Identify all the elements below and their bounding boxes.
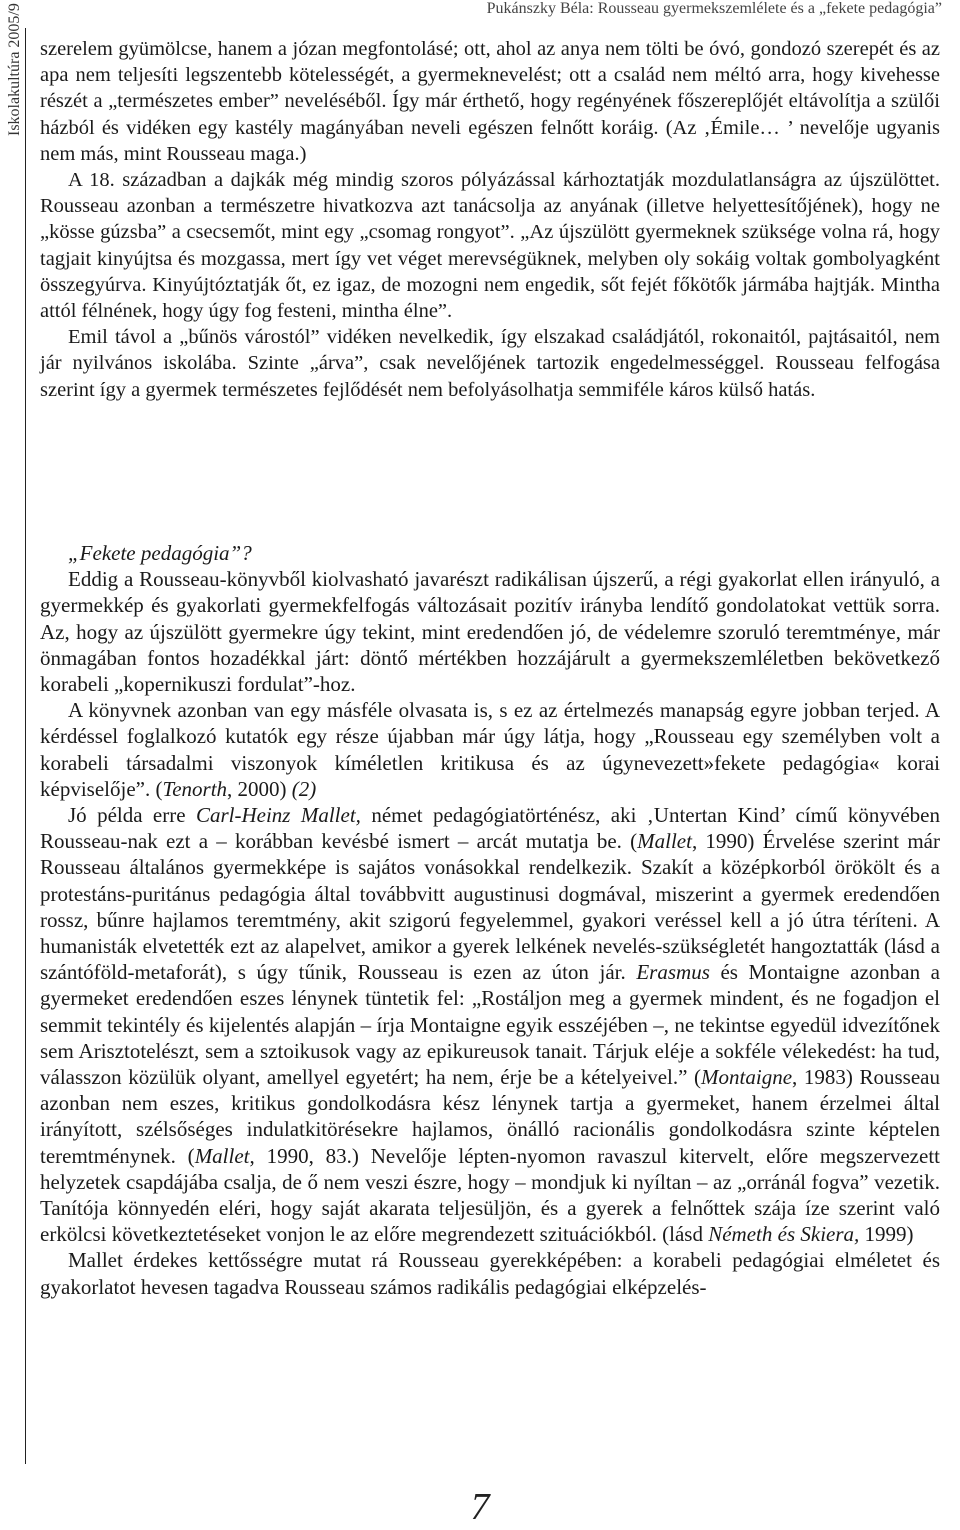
paragraph: A 18. században a dajkák még mindig szoros pólyázással kárhoztatják mozdulatlanságra az újszülöttet. Rousseau azonban a természetre hivatkozva azt tanácsolja az anyának (illetve helyettesítőjének), hogy ne „kösse gúzsba” a csecsemőt, mint egy „csomag rongyot”. „Az újszülött gyermeknek szüksége volna rá, hogy tagjait kinyújtsa és mozgassa, mert így vet véget merevségüknek, melyben oly sokáig voltak gombolyagként összegyúrva. Kinyújtóztatják őt, ez igaz, de mozogni nem engedik, sőt fejét főkötők jármába hajtják. Mintha attól félnének, hogy úgy fog festeni, mintha élne”. xyxy=(40,169,940,323)
citation-author: Carl-Heinz Mallet, xyxy=(195,803,361,828)
section-heading: „Fekete pedagógia”? xyxy=(68,541,252,565)
citation-author: Erasmus xyxy=(636,960,710,985)
text-run: , 2000) xyxy=(227,776,292,801)
text-run: , 1990, 83.) Nevelője lépten-nyomon ravaszul kitervelt, előre megszervezett helyzetek csapdájába csalja, de ő nem veszi észre, hogy – mondjuk ki nyíltan – az „orránál fogva” vezetik. Tanítója könnyedén eléri, hogy saját akarata teljesüljön, és a gyerek a felnőttek szája íze szerint való erkölcsi következtetéseket vonjon le az előre megrendezett szituációkból. (lásd xyxy=(40,1143,940,1247)
citation-author: Németh és Skiera, xyxy=(708,1222,860,1247)
paragraph xyxy=(40,697,940,802)
text-run: és Montaigne azonban a gyermeket eredendően eszes lénynek tüntetik fel: „Rostáljon meg a gyermek mindent, és ne fogadjon el semmit tekintély és kijelentés alapján – írja Montaigne egyik esszéjében –, ne tekintse egyedül idvezítőnek sem Arisztotelészt, sem a sztoikusok vagy az epikureusok tanait. Tárjuk eléje a sokféle vélekedést: ha tud, válasszon közülük olyant, amellyel egyetért; ha nem, érje be a kételyeivel.” ( xyxy=(40,960,941,1090)
paragraph: Eddig a Rousseau-könyvből kiolvasható javarészt radikálisan újszerű, a régi gyakorlat ellen irányuló, a gyermekkép és gyakorlati gyermekfelfogás változásait pozitív irányba lendítő gondolatokat vettük sorra. Az, hogy az újszülött gyermekre úgy tekint, mint eredendően jó, de védelemre szoruló teremtménye, már önmagában fontos hozadékkal járt: döntő mértékben hozzájárult a gyermekszemléletben bekövetkező korabeli „kopernikuszi fordulat”-hoz. xyxy=(40,567,940,697)
paragraph: Mallet érdekes kettősségre mutat rá Rousseau gyerekképében: a korabeli pedagógiai elméletet és gyakorlatot hevesen tagadva Rousseau számos radikális pedagógiai elképzelés- xyxy=(40,1248,940,1299)
text-run: 1999) xyxy=(859,1222,914,1247)
paragraph: Emil távol a „bűnös várostól” vidéken nevelkedik, így elszakad családjától, rokonaitól, pajtásaitól, nem jár nyilvános iskolába. Szinte „árva”, csak nevelőjének tartozik engedelmességgel. Rousseau felfogása szerint így a gyermek természetes fejlődését nem befolyásolhatja semmiféle káros külső hatás. xyxy=(40,326,940,401)
citation-author: Montaigne xyxy=(701,1065,793,1090)
running-header: Pukánszky Béla: Rousseau gyermekszemlélete és a „fekete pedagógia” xyxy=(486,0,942,17)
vertical-rule xyxy=(25,28,26,1464)
citation-author: Mallet xyxy=(194,1143,250,1168)
text-run: , 1983) Rousseau azonban nem eszes, kritikus gondolkodásra kész lénynek tartja a gyermeket, hanem érzelmei által irányított, szélsőséges indulatkitörésekre hajlamos, önálló racionális gondolkodásra szinte képtelen teremtménynek. ( xyxy=(40,1065,940,1168)
text-run: német pedagógiatörténész, aki ‚Untertan Kind’ című könyvében Rousseau-nak ezt a – korábban kevésbé ismert – arcát mutatja be. ( xyxy=(40,803,940,854)
paragraph xyxy=(40,802,940,1247)
citation-author: Tenorth xyxy=(162,776,228,801)
footnote-ref: (2) xyxy=(291,776,317,801)
section-2 xyxy=(40,540,940,1300)
page-number: 7 xyxy=(470,1486,490,1528)
text-run: , 1990) Érvelése szerint már Rousseau általános gyermekképe is sajátos vonásokkal rendelkezik. Szakít a középkorból örökölt és a protestáns-puritánus pedagógia által továbbvitt augustinusi dogmával, miszerint a gyermek eredendően rossz, bűnre hajlamos teremtmény, akit szigorú fegyelemmel, gyakori veréssel kell a jó útra téríteni. A humanisták elvetették ezt az alapelvet, amikor a gyerek lelkének nevelés-szükségletét hangoztatták (lásd a szántóföld-metaforát), s úgy tűnik, Rousseau is ezen az úton jár. xyxy=(40,829,940,985)
text-run: A könyvnek azonban van egy másféle olvasata is, s ez az értelmezés manapság egyre jobban terjed. A kérdéssel foglalkozó kutatók egy része újabban már úgy látja, hogy „Rousseau egy személyben volt a korabeli társadalmi viszonyok kíméletlen kritikusa és az úgynevezett»fekete pedagógia« korai képviselője”. ( xyxy=(40,698,940,801)
journal-sidebar xyxy=(2,3,24,138)
journal-label: Iskolakultúra 2005/9 xyxy=(6,3,23,136)
paragraph: szerelem gyümölcse, hanem a józan megfontolásé; ott, ahol az anya nem tölti be óvó, gondozó szerepét és az apa nem teljesíti legszentebb kötelességét, a gyermeknevelést; ott a család nem méltó arra, hogy kivehesse részét a „természetes ember” neveléséből. Így már érthető, hogy regényének főszereplőjét eltávolítja a szülői házból és vidéken egy kastély magányában neveli egészen felnőtt koráig. (Az ‚Émile… ’ nevelője ugyanis nem más, mint Rousseau maga.) xyxy=(40,38,940,165)
text-run: Jó példa erre xyxy=(68,803,196,828)
citation-author: Mallet xyxy=(637,829,692,854)
section-1 xyxy=(40,36,940,403)
